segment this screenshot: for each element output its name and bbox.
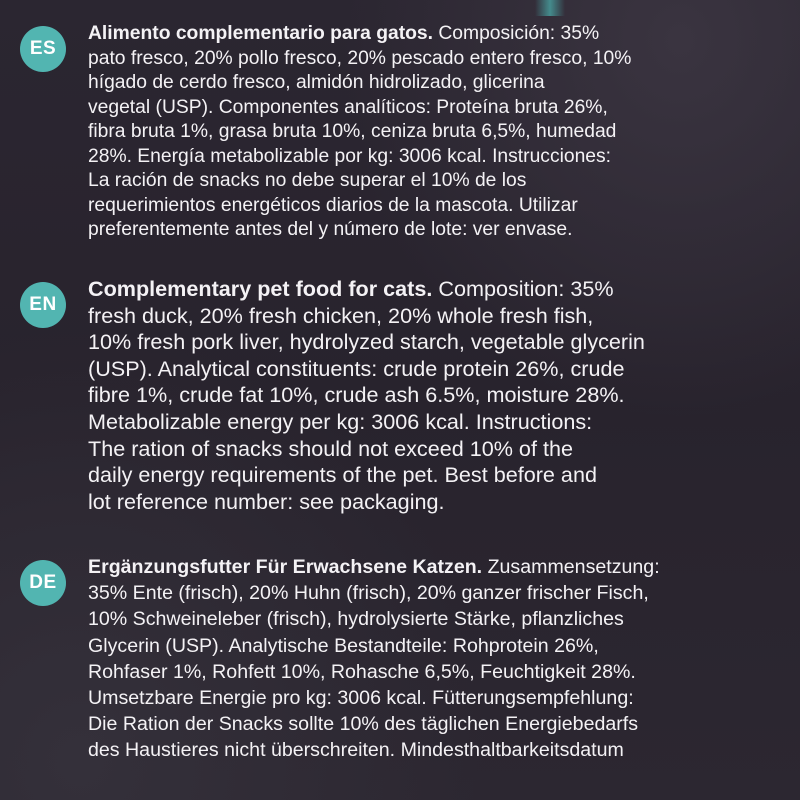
section-es-line: requerimientos energéticos diarios de la mascota. Utilizar [88, 194, 578, 216]
section-en-line: (USP). Analytical constituents: crude protein 26%, crude [88, 355, 625, 381]
section-de-line: 10% Schweineleber (frisch), hydrolysierte Stärke, pflanzliches [88, 608, 624, 631]
section-es-line-1 [88, 22, 790, 47]
section-es-line: vegetal (USP). Componentes analíticos: Proteína bruta 26%, [88, 96, 608, 118]
section-de-text [88, 554, 790, 764]
section-es-lead: Alimento complementario para gatos. [88, 23, 433, 44]
section-en-text [88, 276, 790, 515]
section-es-line: La ración de snacks no debe superar el 10% de los [88, 170, 527, 191]
section-de-line: Die Ration der Snacks sollte 10% des täglichen Energiebedarfs [88, 713, 639, 736]
section-en-line-1 [88, 276, 790, 303]
section-es-line: 28%. Energía metabolizable por kg: 3006 kcal. Instrucciones: [88, 145, 612, 167]
section-en-line: The ration of snacks should not exceed 10% of the [88, 435, 573, 461]
section-en-line: lot reference number: see packaging. [88, 488, 445, 514]
section-en-line: Metabolizable energy per kg: 3006 kcal. Instructions: [88, 408, 593, 434]
section-de-line: Umsetzbare Energie pro kg: 3006 kcal. Fütterungsempfehlung: [88, 687, 634, 710]
section-en-line: 10% fresh pork liver, hydrolyzed starch, vegetable glycerin [88, 329, 645, 355]
section-es-first-rest: Composición: 35% [433, 23, 600, 44]
section-de-lead: Ergänzungsfutter Für Erwachsene Katzen. [88, 556, 483, 578]
section-es-line: fibra bruta 1%, grasa bruta 10%, ceniza bruta 6,5%, humedad [88, 121, 617, 142]
section-es-text [88, 22, 790, 243]
language-badge-de: DE [20, 560, 66, 606]
section-es-line: preferentemente antes del y número de lote: ver envase. [88, 219, 573, 240]
section-de-line: Glycerin (USP). Analytische Bestandteile: Rohprotein 26%, [88, 634, 599, 657]
section-en-first-rest: Composition: 35% [432, 276, 614, 301]
section-en-lead: Complementary pet food for cats. [88, 276, 433, 301]
language-badge-en: EN [20, 282, 66, 328]
section-de-first-rest: Zusammensetzung: [482, 556, 660, 578]
teal-accent-stripe [535, 0, 565, 16]
section-es-line: pato fresco, 20% pollo fresco, 20% pescado entero fresco, 10% [88, 47, 632, 69]
section-de-line: 35% Ente (frisch), 20% Huhn (frisch), 20% ganzer frischer Fisch, [88, 582, 649, 605]
section-de-line-1 [88, 554, 790, 580]
section-de-line: Rohfaser 1%, Rohfett 10%, Rohasche 6,5%, Feuchtigkeit 28%. [88, 660, 636, 683]
section-en-line: daily energy requirements of the pet. Best before and [88, 462, 597, 488]
section-en-line: fibre 1%, crude fat 10%, crude ash 6.5%, moisture 28%. [88, 382, 625, 408]
section-en-line: fresh duck, 20% fresh chicken, 20% whole fresh fish, [88, 302, 594, 328]
section-de-line: des Haustieres nicht überschreiten. Mindesthaltbarkeitsdatum [88, 739, 624, 762]
section-es-line: hígado de cerdo fresco, almidón hidrolizado, glicerina [88, 72, 545, 93]
language-badge-es: ES [20, 26, 66, 72]
